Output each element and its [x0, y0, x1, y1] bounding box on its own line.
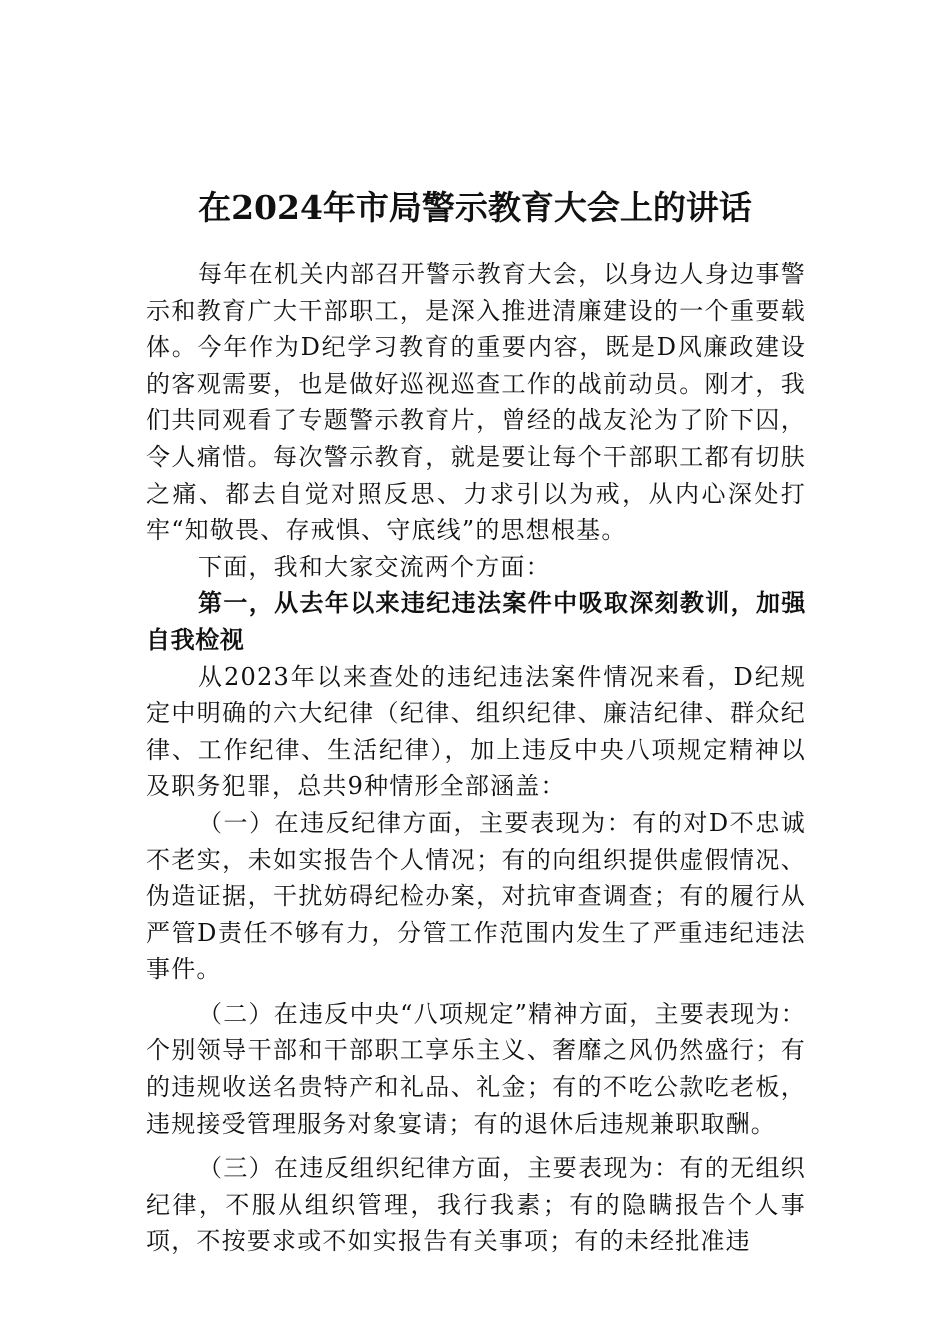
paragraph-intro: 每年在机关内部召开警示教育大会，以身边人身边事警示和教育广大干部职工，是深入推进清廉建设的一个重要载体。今年作为D纪学习教育的重要内容，既是D风廉政建设的客观需要，也是做好巡视巡查工作的战前动员。刚才，我们共同观看了专题警示教育片，曾经的战友沦为了阶下囚，令人痛惜。每次警示教育，就是要让每个干部职工都有切肤之痛、都去自觉对照反思、力求引以为戒，从内心深处打牢“知敬畏、存戒惧、守底线”的思想根基。 — [146, 260, 806, 545]
paragraph-item-2: （二）在违反中央“八项规定”精神方面，主要表现为：个别领导干部和干部职工享乐主义、奢靡之风仍然盛行；有的违规收送名贵特产和礼品、礼金；有的不吃公款吃老板，违规接受管理服务对象宴请；有的退休后违规兼职取酬。 — [146, 999, 806, 1138]
paragraph-case-overview: 从2023年以来查处的违纪违法案件情况来看，D纪规定中明确的六大纪律（纪律、组织纪律、廉洁纪律、群众纪律、工作纪律、生活纪律），加上违反中央八项规定精神以及职务犯罪，总共9种情形全部涵盖： — [146, 662, 806, 801]
section-heading-1: 第一，从去年以来违纪违法案件中吸取深刻教训，加强自我检视 — [146, 589, 806, 654]
document-title: 在2024年市局警示教育大会上的讲话 — [198, 188, 752, 228]
paragraph-item-3: （三）在违反组织纪律方面，主要表现为：有的无组织纪律，不服从组织管理，我行我素；有的隐瞒报告个人事项，不按要求或不如实报告有关事项；有的未经批准违 — [146, 1154, 806, 1256]
paragraph-item-1: （一）在违反纪律方面，主要表现为：有的对D不忠诚不老实，未如实报告个人情况；有的向组织提供虚假情况、伪造证据，干扰妨碍纪检办案，对抗审查调查；有的履行从严管D责任不够有力，分管工作范围内发生了严重违纪违法事件。 — [146, 808, 806, 984]
document-body — [146, 256, 806, 1260]
paragraph-transition: 下面，我和大家交流两个方面： — [198, 552, 551, 581]
